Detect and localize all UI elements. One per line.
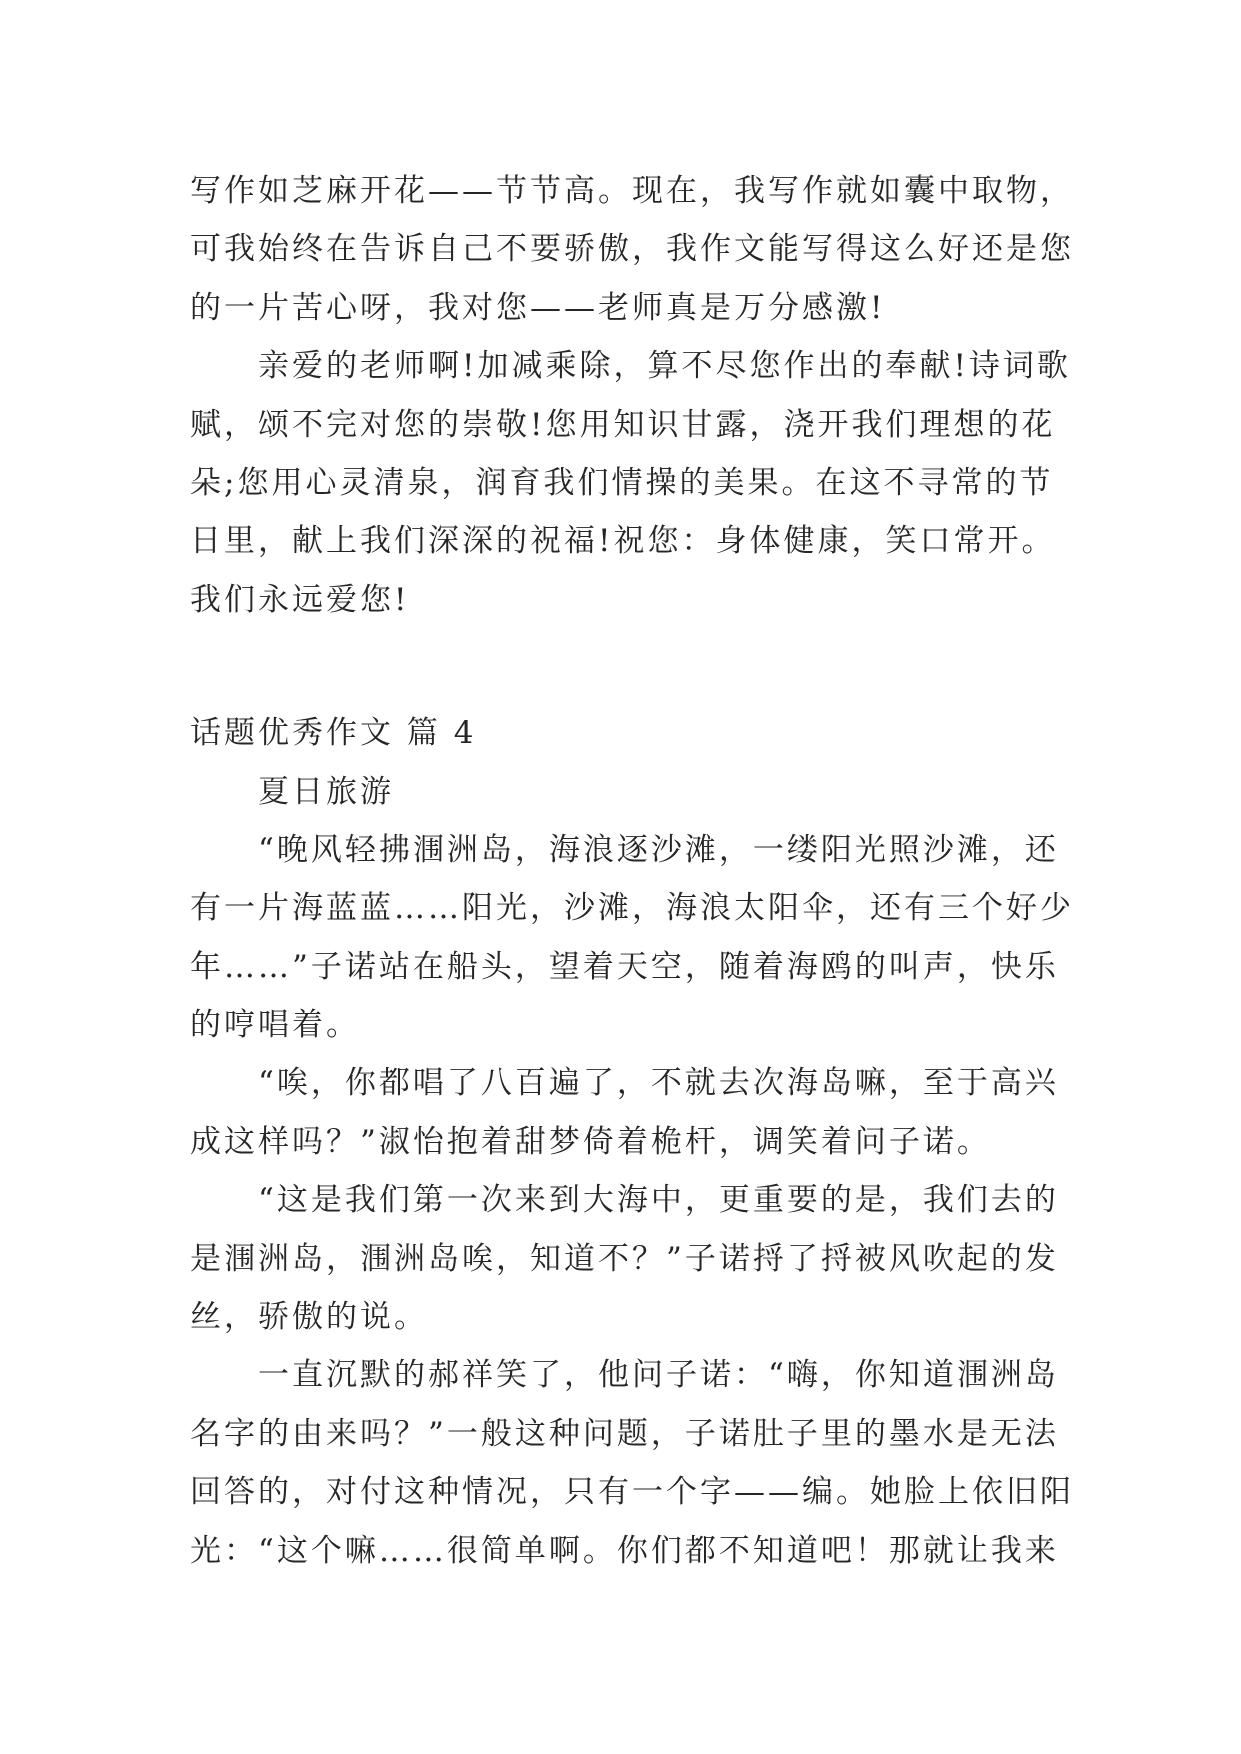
text-line: 的哼唱着。 [190, 1007, 360, 1044]
paragraph [190, 821, 1074, 1055]
text-line: 是涠洲岛，涠洲岛唉，知道不？”子诺捋了捋被风吹起的发 [190, 1240, 1059, 1277]
text-line: 有一片海蓝蓝……阳光，沙滩，海浪太阳伞，还有三个好少 [190, 890, 1074, 927]
paragraph [190, 162, 1074, 337]
text-line: 年……”子诺站在船头，望着天空，随着海鸥的叫声，快乐 [190, 948, 1059, 985]
text-line: 的一片苦心呀，我对您——老师真是万分感激! [190, 289, 886, 326]
section-spacer [190, 629, 1060, 704]
paragraph [190, 337, 1071, 629]
essay-title: 夏日旅游 [258, 773, 394, 810]
paragraph [190, 1054, 1060, 1171]
text-line: 回答的，对付这种情况，只有一个字——编。她脸上依旧阳 [190, 1474, 1074, 1511]
text-line: 朵;您用心灵清泉，润育我们情操的美果。在这不寻常的节 [190, 464, 1054, 501]
text-line: “这是我们第一次来到大海中，更重要的是，我们去的 [258, 1182, 1059, 1219]
text-line: 光：“这个嘛……很简单啊。你们都不知道吧！那就让我来 [190, 1532, 1059, 1569]
text-line: 亲爱的老师啊!加减乘除，算不尽您作出的奉献!诗词歌 [258, 348, 1071, 385]
text-line: 名字的由来吗？”一般这种问题，子诺肚子里的墨水是无法 [190, 1415, 1059, 1452]
text-line: 我们永远爱您! [190, 581, 410, 618]
text-line: 日里，献上我们深深的祝福!祝您：身体健康，笑口常开。 [190, 523, 1056, 560]
paragraph [190, 1346, 1074, 1580]
text-line: 一直沉默的郝祥笑了，他问子诺：“嗨，你知道涠洲岛 [258, 1357, 1059, 1394]
section-heading: 话题优秀作文 篇 4 [190, 715, 477, 752]
text-line: 成这样吗？”淑怡抱着甜梦倚着桅杆，调笑着问子诺。 [190, 1123, 991, 1160]
document-body [190, 162, 1074, 1580]
paragraph [190, 1171, 1060, 1346]
text-line: “晚风轻拂涠洲岛，海浪逐沙滩，一缕阳光照沙滩，还 [258, 831, 1059, 868]
text-line: “唉，你都唱了八百遍了，不就去次海岛嘛，至于高兴 [258, 1065, 1059, 1102]
text-line: 丝，骄傲的说。 [190, 1299, 428, 1336]
text-line: 赋，颂不完对您的崇敬!您用知识甘露，浇开我们理想的花 [190, 406, 1056, 443]
text-line: 写作如芝麻开花——节节高。现在，我写作就如囊中取物， [190, 173, 1074, 209]
text-line: 可我始终在告诉自己不要骄傲，我作文能写得这么好还是您 [190, 231, 1074, 268]
